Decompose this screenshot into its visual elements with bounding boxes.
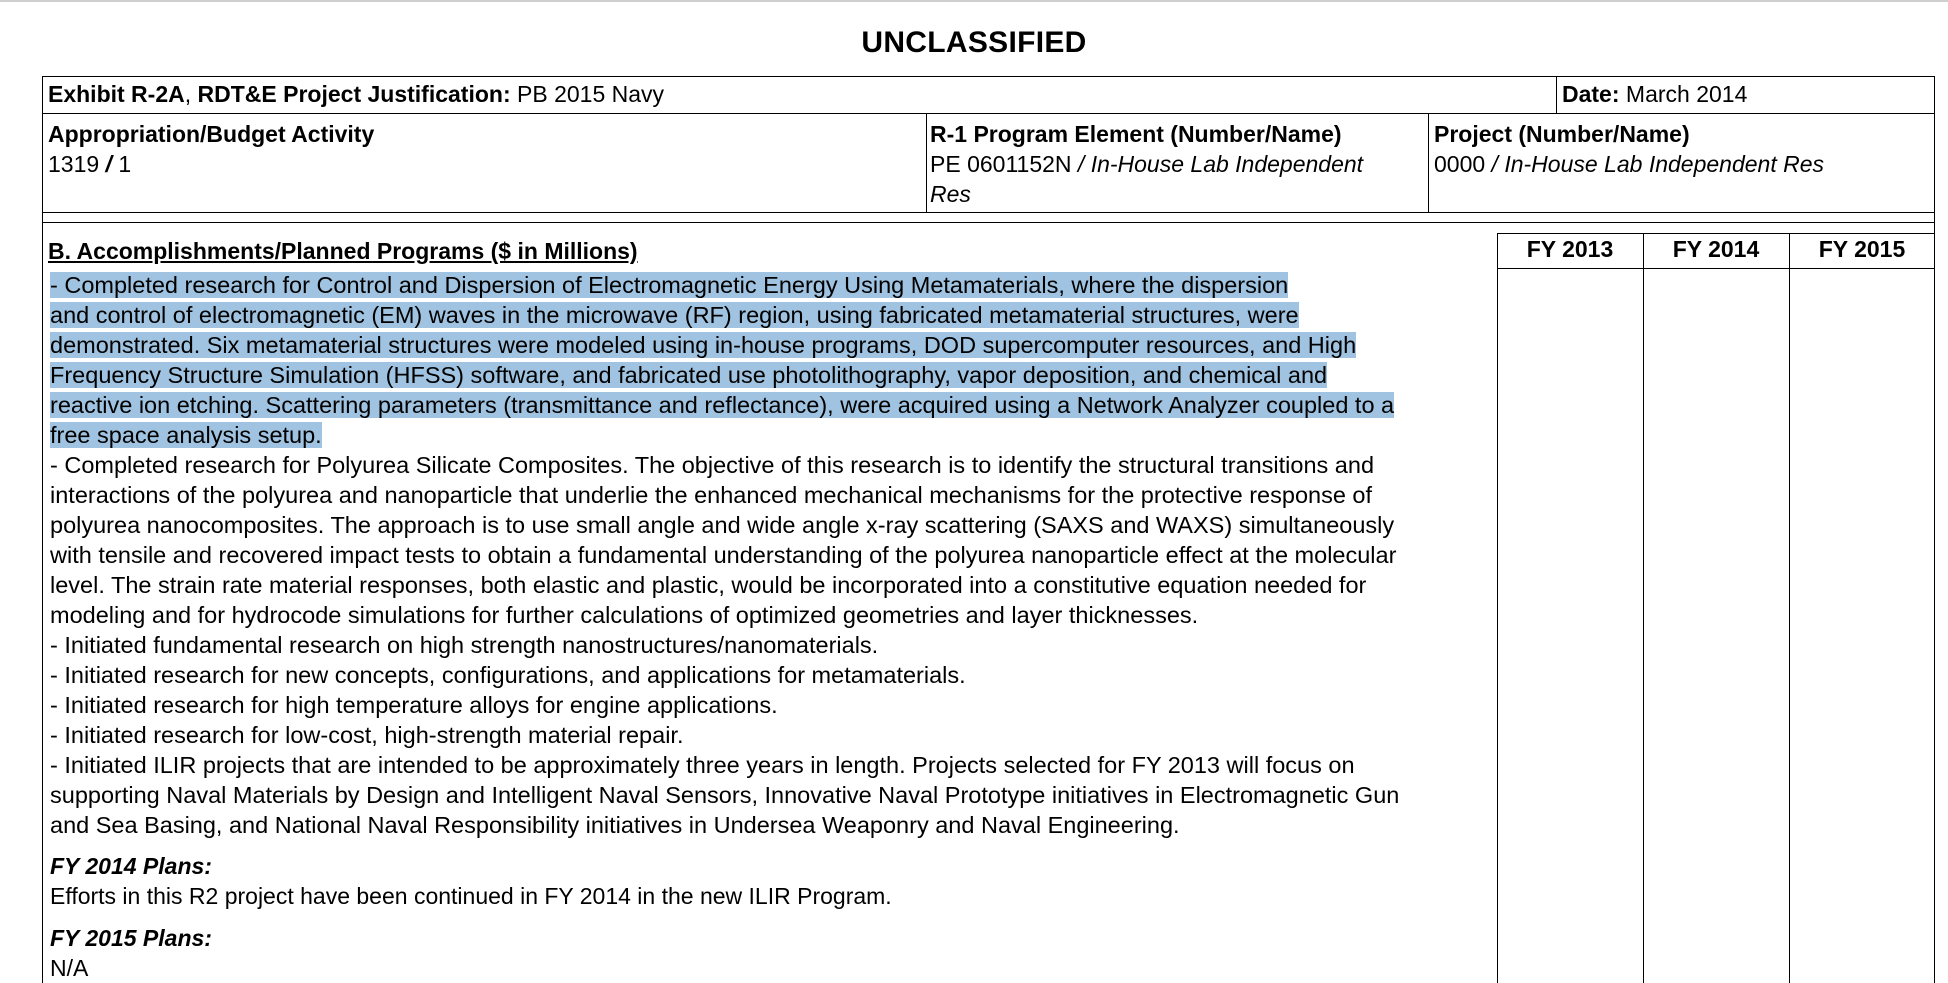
- justification-value: PB 2015 Navy: [510, 81, 665, 107]
- table-border-left: [42, 76, 43, 983]
- program-element-sep: /: [1071, 151, 1091, 177]
- fy-header-top: [1497, 233, 1935, 234]
- selected-text: free space analysis setup.: [50, 422, 322, 448]
- text-line: - Initiated research for low-cost, high-strength material repair.: [50, 722, 684, 748]
- top-rule: [0, 0, 1948, 2]
- fy2014-plans-text: Efforts in this R2 project have been continued in FY 2014 in the new ILIR Program.: [50, 883, 892, 909]
- selected-text: reactive ion etching. Scattering parameters (transmittance and reflectance), were acquired using a Network Analyzer coupled to a: [50, 392, 1395, 418]
- text-line: interactions of the polyurea and nanoparticle that underlie the enhanced mechanical mechanisms for the protective response of: [50, 482, 1373, 508]
- text-line: [50, 360, 1490, 390]
- text-line: [50, 330, 1490, 360]
- fy-col-divider-1: [1497, 233, 1498, 983]
- date-cell-divider: [1556, 76, 1557, 113]
- section-title: B. Accomplishments/Planned Programs ($ in Millions): [48, 238, 638, 264]
- program-element-value: [930, 149, 1363, 179]
- program-element-name-cont: Res: [930, 181, 971, 207]
- text-line: supporting Naval Materials by Design and Intelligent Naval Sensors, Innovative Naval Prototype initiatives in Electromagnetic Gun: [50, 782, 1400, 808]
- program-element-divider: [926, 113, 927, 212]
- justification-label: RDT&E Project Justification:: [197, 81, 511, 107]
- date-field: [1562, 79, 1747, 109]
- text-line: [50, 270, 1490, 300]
- budget-activity: 1: [118, 151, 132, 177]
- table-border-row2: [42, 212, 1935, 213]
- selected-text: - Completed research for Control and Dispersion of Electromagnetic Energy Using Metamaterials, where the dispersion: [50, 272, 1289, 298]
- fy-col-divider-2: [1643, 233, 1644, 983]
- exhibit-label: Exhibit R-2A: [48, 81, 185, 107]
- date-label: Date:: [1562, 81, 1620, 107]
- fy-header-bottom: [1497, 268, 1935, 269]
- fy-2014-header: FY 2014: [1672, 236, 1760, 262]
- text-line: level. The strain rate material responses, both elastic and plastic, would be incorporated into a constitutive equation needed for: [50, 572, 1367, 598]
- fy-2013-header: FY 2013: [1526, 236, 1614, 262]
- project-label: Project (Number/Name): [1434, 121, 1690, 147]
- selected-text: demonstrated. Six metamaterial structures were modeled using in-house programs, DOD supercomputer resources, and High: [50, 332, 1357, 358]
- text-line: - Initiated ILIR projects that are intended to be approximately three years in length. Projects selected for FY 2013 will focus on: [50, 752, 1355, 778]
- program-element-label: R-1 Program Element (Number/Name): [930, 121, 1342, 147]
- text-line: - Initiated research for new concepts, configurations, and applications for metamaterials.: [50, 662, 966, 688]
- text-line: [50, 390, 1490, 420]
- date-value: March 2014: [1619, 81, 1748, 107]
- program-element-number: PE 0601152N: [930, 151, 1072, 177]
- exhibit-header: [48, 79, 664, 109]
- classification-banner: UNCLASSIFIED: [861, 26, 1087, 59]
- text-line: - Completed research for Polyurea Silicate Composites. The objective of this research is to identify the structural transitions and: [50, 452, 1375, 478]
- appropriation-number: 1319: [48, 151, 100, 177]
- table-border-top: [42, 76, 1935, 77]
- exhibit-sep: ,: [184, 81, 198, 107]
- fy2015-plans-text: N/A: [50, 955, 89, 981]
- selected-text: and control of electromagnetic (EM) waves in the microwave (RF) region, using fabricated metamaterial structures, were: [50, 302, 1299, 328]
- text-line: modeling and for hydrocode simulations for further calculations of optimized geometries and layer thicknesses.: [50, 602, 1199, 628]
- program-element-name: In-House Lab Independent: [1090, 151, 1364, 177]
- table-border-row3: [42, 222, 1935, 223]
- project-name: In-House Lab Independent Res: [1504, 151, 1825, 177]
- appropriation-label: Appropriation/Budget Activity: [48, 121, 375, 147]
- text-line: [50, 300, 1490, 330]
- project-value: [1434, 149, 1824, 179]
- text-line: - Initiated fundamental research on high strength nanostructures/nanomaterials.: [50, 632, 879, 658]
- fy-col-divider-3: [1789, 233, 1790, 983]
- project-sep: /: [1485, 151, 1505, 177]
- fy2014-plans-heading: FY 2014 Plans:: [50, 853, 212, 879]
- project-number: 0000: [1434, 151, 1486, 177]
- fy-2015-header: FY 2015: [1818, 236, 1906, 262]
- appropriation-value: [48, 149, 131, 179]
- text-line: with tensile and recovered impact tests to obtain a fundamental understanding of the polyurea nanoparticle effect at the molecular: [50, 542, 1397, 568]
- text-line: [50, 420, 1490, 450]
- text-line: - Initiated research for high temperature alloys for engine applications.: [50, 692, 778, 718]
- appropriation-sep: /: [99, 151, 119, 177]
- accomplishments-text[interactable]: [50, 270, 1490, 840]
- table-border-right: [1934, 76, 1935, 983]
- table-border-row1: [42, 113, 1935, 114]
- selected-text: Frequency Structure Simulation (HFSS) software, and fabricated use photolithography, vapor deposition, and chemical and: [50, 362, 1328, 388]
- project-divider: [1428, 113, 1429, 212]
- text-line: and Sea Basing, and National Naval Responsibility initiatives in Undersea Weaponry and Naval Engineering.: [50, 812, 1180, 838]
- text-line: polyurea nanocomposites. The approach is to use small angle and wide angle x-ray scattering (SAXS and WAXS) simultaneously: [50, 512, 1395, 538]
- fy2015-plans-heading: FY 2015 Plans:: [50, 925, 212, 951]
